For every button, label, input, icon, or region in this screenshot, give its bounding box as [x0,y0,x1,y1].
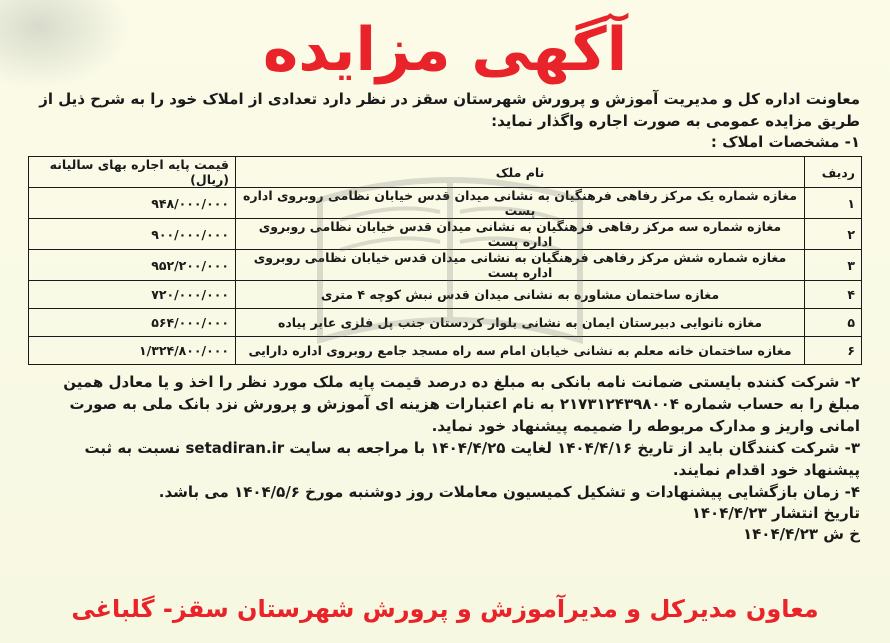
notice-title: آگهی مزایده [262,15,628,85]
row-number: ۵ [805,309,862,337]
base-price: ۹۴۸/۰۰۰/۰۰۰ [29,188,236,219]
signature-line: معاون مدیرکل و مدیرآموزش و پرورش شهرستان سقز- گلباغی [71,595,819,623]
property-name: مغازه ساختمان مشاوره به نشانی میدان قدس نبش کوچه ۴ متری [236,281,805,309]
base-price: ۹۰۰/۰۰۰/۰۰۰ [29,219,236,250]
base-price: ۷۲۰/۰۰۰/۰۰۰ [29,281,236,309]
intro-paragraph: معاونت اداره کل و مدیریت آموزش و پرورش شهرستان سقز در نظر دارد تعدادی از املاک خود را به شرح ذیل از طریق مزایده عمومی به صورت اجاره واگذار نماید: [39,90,860,130]
terms-section [30,371,860,503]
row-number: ۲ [805,219,862,250]
row-number: ۴ [805,281,862,309]
property-name: مغازه شماره سه مرکز رفاهی فرهنگیان به نشانی میدان قدس خیابان نظامی روبروی اداره پست [236,219,805,250]
table-row [29,309,862,337]
table-header-row [29,157,862,188]
row-number: ۱ [805,188,862,219]
property-name: مغازه نانوایی دبیرستان ایمان به نشانی بلوار کردستان جنب پل فلزی عابر پیاده [236,309,805,337]
publish-date: تاریخ انتشار ۱۴۰۴/۴/۲۳ [691,504,860,522]
term-registration: ۳- شرکت کنندگان باید از تاریخ ۱۴۰۴/۴/۱۶ لغایت ۱۴۰۴/۴/۲۵ با مراجعه به سایت setadiran.ir نسبت به ثبت پیشنهاد خود اقدام نمایند. [84,439,860,479]
term-guarantee: ۲- شرکت کننده بایستی ضمانت نامه بانکی به مبلغ ده درصد قیمت پایه ملک مورد نظر را اخذ و یا معادل همین مبلغ را به حساب شماره ۲۱۷۳۱۲۴۳۹۸۰۰۴ به نام اعتبارات هزینه ای آموزش و پرورش نزد بانک ملی به صورت امانی واریز و مدارک مربوطه را ضمیمه پیشنهاد خود نماید. [63,373,860,435]
notice-code: خ ش ۱۴۰۴/۴/۲۳ [743,525,860,543]
header-row-number: ردیف [805,157,862,188]
property-name: مغازه ساختمان خانه معلم به نشانی خیابان امام سه راه مسجد جامع روبروی اداره دارایی [236,337,805,365]
base-price: ۵۶۴/۰۰۰/۰۰۰ [29,309,236,337]
property-name: مغازه شماره شش مرکز رفاهی فرهنگیان به نشانی میدان قدس خیابان نظامی روبروی اداره پست [236,250,805,281]
property-name: مغازه شماره یک مرکز رفاهی فرهنگیان به نشانی میدان قدس خیابان نظامی روبروی اداره پست [236,188,805,219]
table-row [29,250,862,281]
dates-section [30,503,860,545]
properties-table [28,156,862,365]
row-number: ۳ [805,250,862,281]
term-opening: ۴- زمان بازگشایی پیشنهادات و تشکیل کمیسیون معاملات روز دوشنبه مورخ ۱۴۰۴/۵/۶ می باشد. [158,483,860,501]
table-row [29,281,862,309]
base-price: ۹۵۲/۲۰۰/۰۰۰ [29,250,236,281]
base-price: ۱/۳۲۴/۸۰۰/۰۰۰ [29,337,236,365]
table-row [29,219,862,250]
header-property-name: نام ملک [236,157,805,188]
section-label-properties: ۱- مشخصات املاک : [710,133,860,151]
table-row [29,188,862,219]
row-number: ۶ [805,337,862,365]
table-row [29,337,862,365]
scan-smudge [0,0,130,90]
header-base-price: قیمت پایه اجاره بهای سالیانه (ریال) [29,157,236,188]
